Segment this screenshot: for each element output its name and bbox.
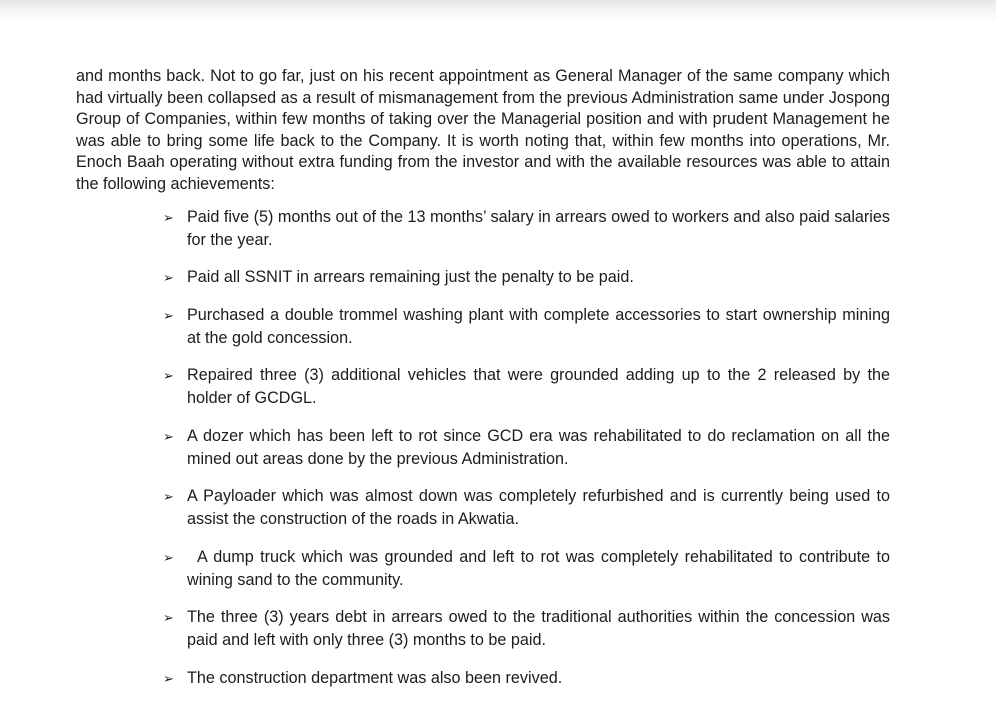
achievements-list <box>76 206 890 690</box>
arrowhead-bullet-icon: ➢ <box>163 610 174 626</box>
document-page <box>76 66 890 704</box>
arrowhead-bullet-icon: ➢ <box>163 489 174 505</box>
list-item-text: A dump truck which was grounded and left to rot was completely rehabilitated to contribute to wining sand to the community. <box>187 547 890 589</box>
arrowhead-bullet-icon: ➢ <box>163 428 174 444</box>
arrowhead-bullet-icon: ➢ <box>163 270 174 286</box>
list-item-text: The construction department was also been revived. <box>187 668 563 687</box>
list-item <box>163 485 890 531</box>
list-item <box>163 606 890 652</box>
list-item-text: Repaired three (3) additional vehicles that were grounded adding up to the 2 released by the holder of GCDGL. <box>187 366 890 408</box>
arrowhead-bullet-icon: ➢ <box>163 368 174 384</box>
list-item-text: A dozer which has been left to rot since GCD era was rehabilitated to do reclamation on all the mined out areas done by the previous Administration. <box>187 426 890 468</box>
list-item-text: Paid all SSNIT in arrears remaining just the penalty to be paid. <box>187 268 634 287</box>
list-item <box>163 425 890 471</box>
list-item-text: Paid five (5) months out of the 13 months’ salary in arrears owed to workers and also paid salaries for the year. <box>187 207 891 249</box>
list-item <box>163 266 890 289</box>
list-item <box>163 546 890 592</box>
list-item <box>163 364 890 410</box>
arrowhead-bullet-icon: ➢ <box>163 670 174 686</box>
arrowhead-bullet-icon: ➢ <box>163 209 174 225</box>
list-item-text: A Payloader which was almost down was completely refurbished and is currently being used to assist the construction of the roads in Akwatia. <box>187 487 890 529</box>
viewer-top-shadow <box>0 0 996 22</box>
list-item <box>163 304 890 350</box>
list-item <box>163 667 890 690</box>
arrowhead-bullet-icon: ➢ <box>163 549 174 565</box>
list-item-text: The three (3) years debt in arrears owed to the traditional authorities within the concession was paid and left with only three (3) months to be paid. <box>187 608 890 650</box>
list-item <box>163 206 890 252</box>
intro-paragraph: and months back. Not to go far, just on his recent appointment as General Manager of the same company which had virtually been collapsed as a result of mismanagement from the previous Administration same under Jospong Group of Companies, within few months of taking over the Managerial position and with prudent Management he was able to bring some life back to the Company. It is worth noting that, within few months into operations, Mr. Enoch Baah operating without extra funding from the investor and with the available resources was able to attain the following achievements: <box>76 67 890 193</box>
arrowhead-bullet-icon: ➢ <box>163 307 174 323</box>
list-item-text: Purchased a double trommel washing plant with complete accessories to start ownership mining at the gold concession. <box>187 305 890 347</box>
